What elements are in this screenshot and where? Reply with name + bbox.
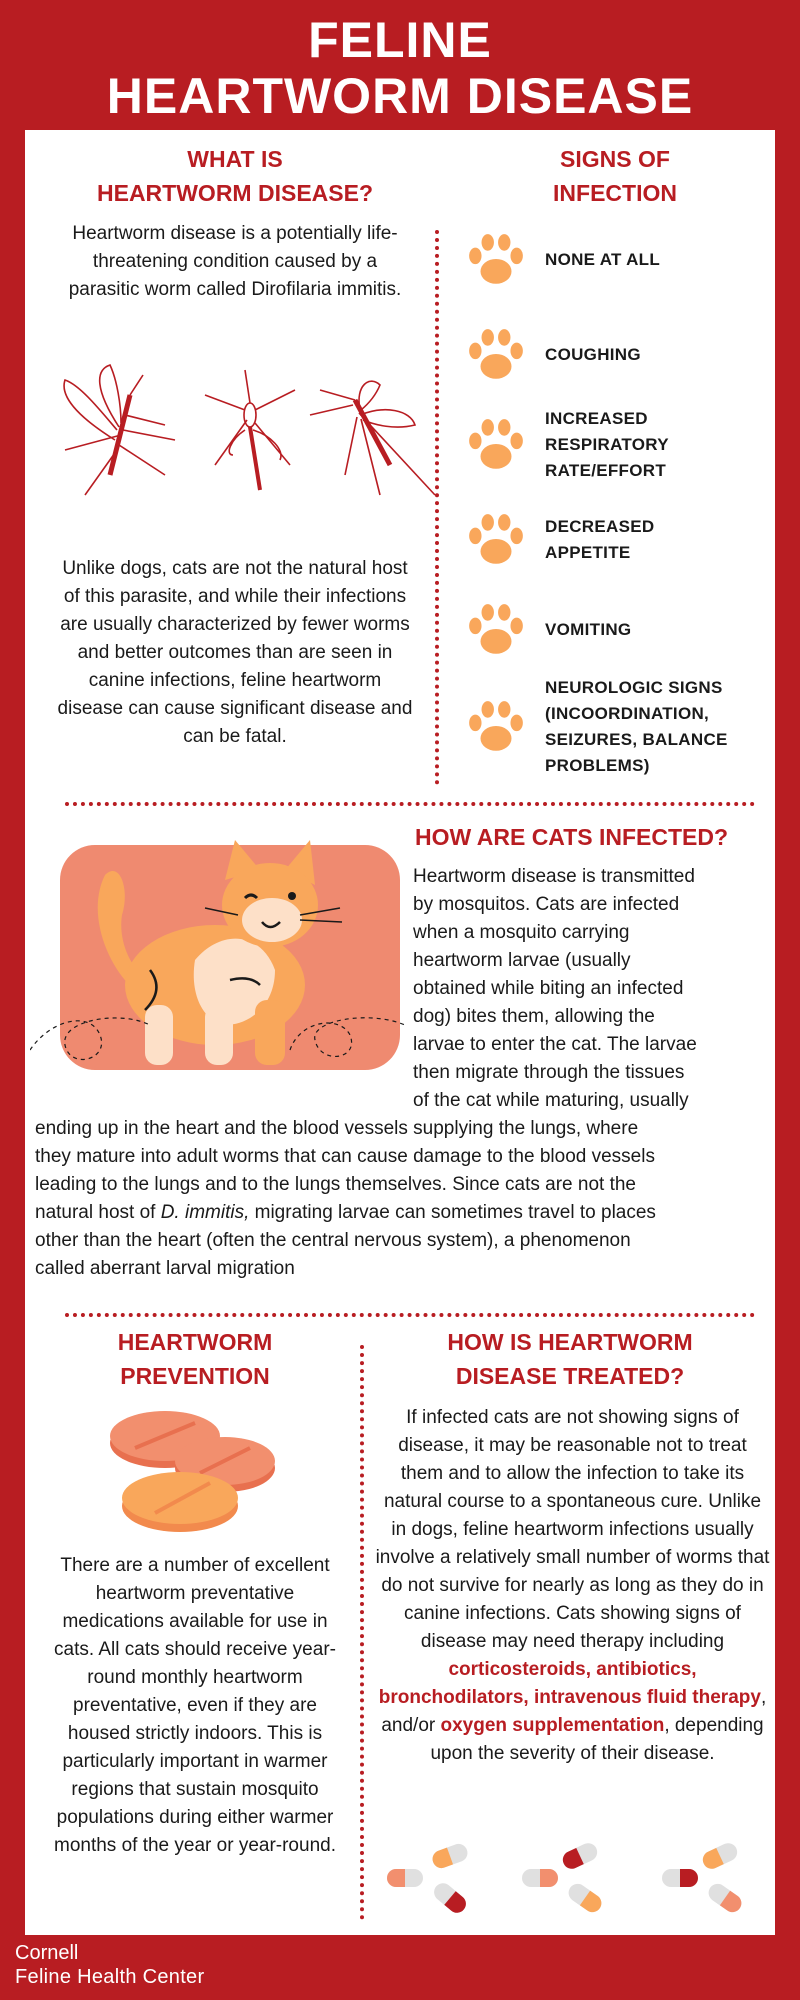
prevention-text: There are a number of excellent heartworm preventative medications available for use in cats. All cats should receive year-round monthly heartworm preventative, even if they are housed strictly indoors. This is particularly important in warmer regions that sustain mosquito populations during either warmer months of the year or year-round. (54, 1555, 336, 1856)
infected-line (35, 1199, 775, 1227)
content-panel (25, 130, 775, 1935)
tablets-illustration (105, 1408, 285, 1538)
mosquito-icon (310, 381, 435, 495)
treatment-highlight: corticosteroids, antibiotics, bronchodilators, intravenous fluid therapy (378, 1659, 761, 1708)
prevention-heading-line-1: HEARTWORM (117, 1329, 273, 1355)
capsule-icon (560, 1840, 600, 1872)
section-divider (65, 802, 755, 806)
infected-line-part: migrating larvae can sometimes travel to places (249, 1202, 656, 1223)
infected-line: when a mosquito carrying (413, 922, 630, 943)
sign-label: INCREASED RESPIRATORY RATE/EFFORT (545, 409, 669, 480)
infected-line: by mosquitos. Cats are infected (413, 894, 680, 915)
infected-line: Heartworm disease is transmitted (413, 866, 695, 887)
what-is-heading (25, 142, 445, 210)
infected-line: ending up in the heart and the blood vessels supplying the lungs, where (35, 1118, 639, 1139)
column-divider (360, 1345, 364, 1920)
paw-icon (465, 229, 527, 291)
sign-item (465, 405, 765, 485)
capsule-icon (662, 1869, 698, 1887)
prevention-heading-line-2: PREVENTION (120, 1363, 270, 1389)
treatment-text-part: If infected cats are not showing signs of disease, it may be reasonable not to treat them and to allow the infection to take its natural course to a spontaneous cure. Unlike in dogs, feline heartworm infections usually involve a relatively small number of worms that do not survive for nearly as long as they do in canine infections. Cats showing signs of disease may need therapy including (375, 1407, 770, 1652)
what-is-heading-line-1: WHAT IS (187, 146, 283, 172)
infected-line: leading to the lungs and to the lungs themselves. Since cats are not the (35, 1174, 636, 1195)
page-title (0, 12, 800, 124)
sign-item (465, 675, 765, 779)
sign-label: NEUROLOGIC SIGNS (INCOORDINATION, SEIZURES, BALANCE PROBLEMS) (545, 678, 728, 775)
mosquito-icon (64, 365, 175, 495)
capsule-icon (387, 1869, 423, 1887)
capsule-icon (430, 1841, 470, 1870)
infected-line: then migrate through the tissues (413, 1062, 685, 1083)
paw-icon (465, 599, 527, 661)
infected-line: larvae to enter the cat. The larvae (413, 1034, 697, 1055)
infected-text-full (35, 1115, 775, 1283)
treatment-heading-line-2: DISEASE TREATED? (455, 1363, 685, 1389)
sign-item (465, 600, 765, 660)
treatment-heading-line-1: HOW IS HEARTWORM (447, 1329, 693, 1355)
sign-item (465, 230, 765, 290)
section-divider (65, 1313, 755, 1317)
prevention-heading (25, 1325, 365, 1393)
cat-illustration (30, 820, 410, 1085)
column-divider (435, 230, 439, 785)
capsule-icon (430, 1880, 469, 1917)
capsule-icon (705, 1880, 745, 1915)
what-is-intro: Heartworm disease is a potentially life-threatening condition caused by a parasitic worm called Dirofilaria immitis. (68, 223, 402, 300)
capsule-icon (565, 1880, 605, 1915)
paw-icon (465, 509, 527, 571)
infected-text-right (413, 863, 773, 1115)
infected-line: called aberrant larval migration (35, 1258, 295, 1279)
sign-label: NONE AT ALL (545, 250, 661, 269)
title-line-2: HEARTWORM DISEASE (106, 68, 694, 124)
what-is-detail: Unlike dogs, cats are not the natural host of this parasite, and while their infections are usually characterized by fewer worms and better outcomes than are seen in canine infections, feline heartworm disease can cause significant disease and can be fatal. (57, 558, 413, 747)
infected-line: they mature into adult worms that can cause damage to the blood vessels (35, 1146, 655, 1167)
paw-icon (465, 414, 527, 476)
sign-label: DECREASED APPETITE (545, 517, 655, 562)
treatment-text-part: , depending upon the severity of their disease. (430, 1715, 764, 1764)
title-line-1: FELINE (308, 12, 492, 68)
capsule-icon (700, 1840, 740, 1872)
sign-item (465, 510, 765, 570)
mosquito-icon (205, 370, 295, 490)
signs-heading-line-1: SIGNS OF (560, 146, 670, 172)
capsules-illustration (380, 1840, 770, 1920)
treatment-text-part: , and/or (381, 1687, 767, 1736)
infected-line: heartworm larvae (usually (413, 950, 631, 971)
treatment-highlight: oxygen supplementation (440, 1715, 665, 1736)
signs-heading (455, 142, 775, 210)
paw-icon (465, 324, 527, 386)
treatment-text (375, 1404, 770, 1768)
footer-line-2: Feline Health Center (15, 1966, 205, 1988)
what-is-heading-line-2: HEARTWORM DISEASE? (97, 180, 373, 206)
treatment-heading (370, 1325, 770, 1393)
infected-line: of the cat while maturing, usually (413, 1090, 689, 1111)
sign-item (465, 325, 765, 385)
pill-tablet-icon (122, 1472, 238, 1532)
footer-line-1: Cornell (15, 1942, 79, 1964)
species-name: D. immitis, (160, 1202, 250, 1223)
mosquito-illustration (55, 355, 445, 505)
paw-icon (465, 696, 527, 758)
infected-heading: HOW ARE CATS INFECTED? (415, 824, 729, 850)
infected-line: obtained while biting an infected (413, 978, 684, 999)
sign-label: VOMITING (545, 620, 632, 639)
infected-line: dog) bites them, allowing the (413, 1006, 655, 1027)
signs-heading-line-2: INFECTION (553, 180, 677, 206)
capsule-icon (522, 1869, 558, 1887)
infected-line-part: natural host of (35, 1202, 161, 1223)
sign-label: COUGHING (545, 345, 641, 364)
infected-line: other than the heart (often the central nervous system), a phenomenon (35, 1230, 631, 1251)
